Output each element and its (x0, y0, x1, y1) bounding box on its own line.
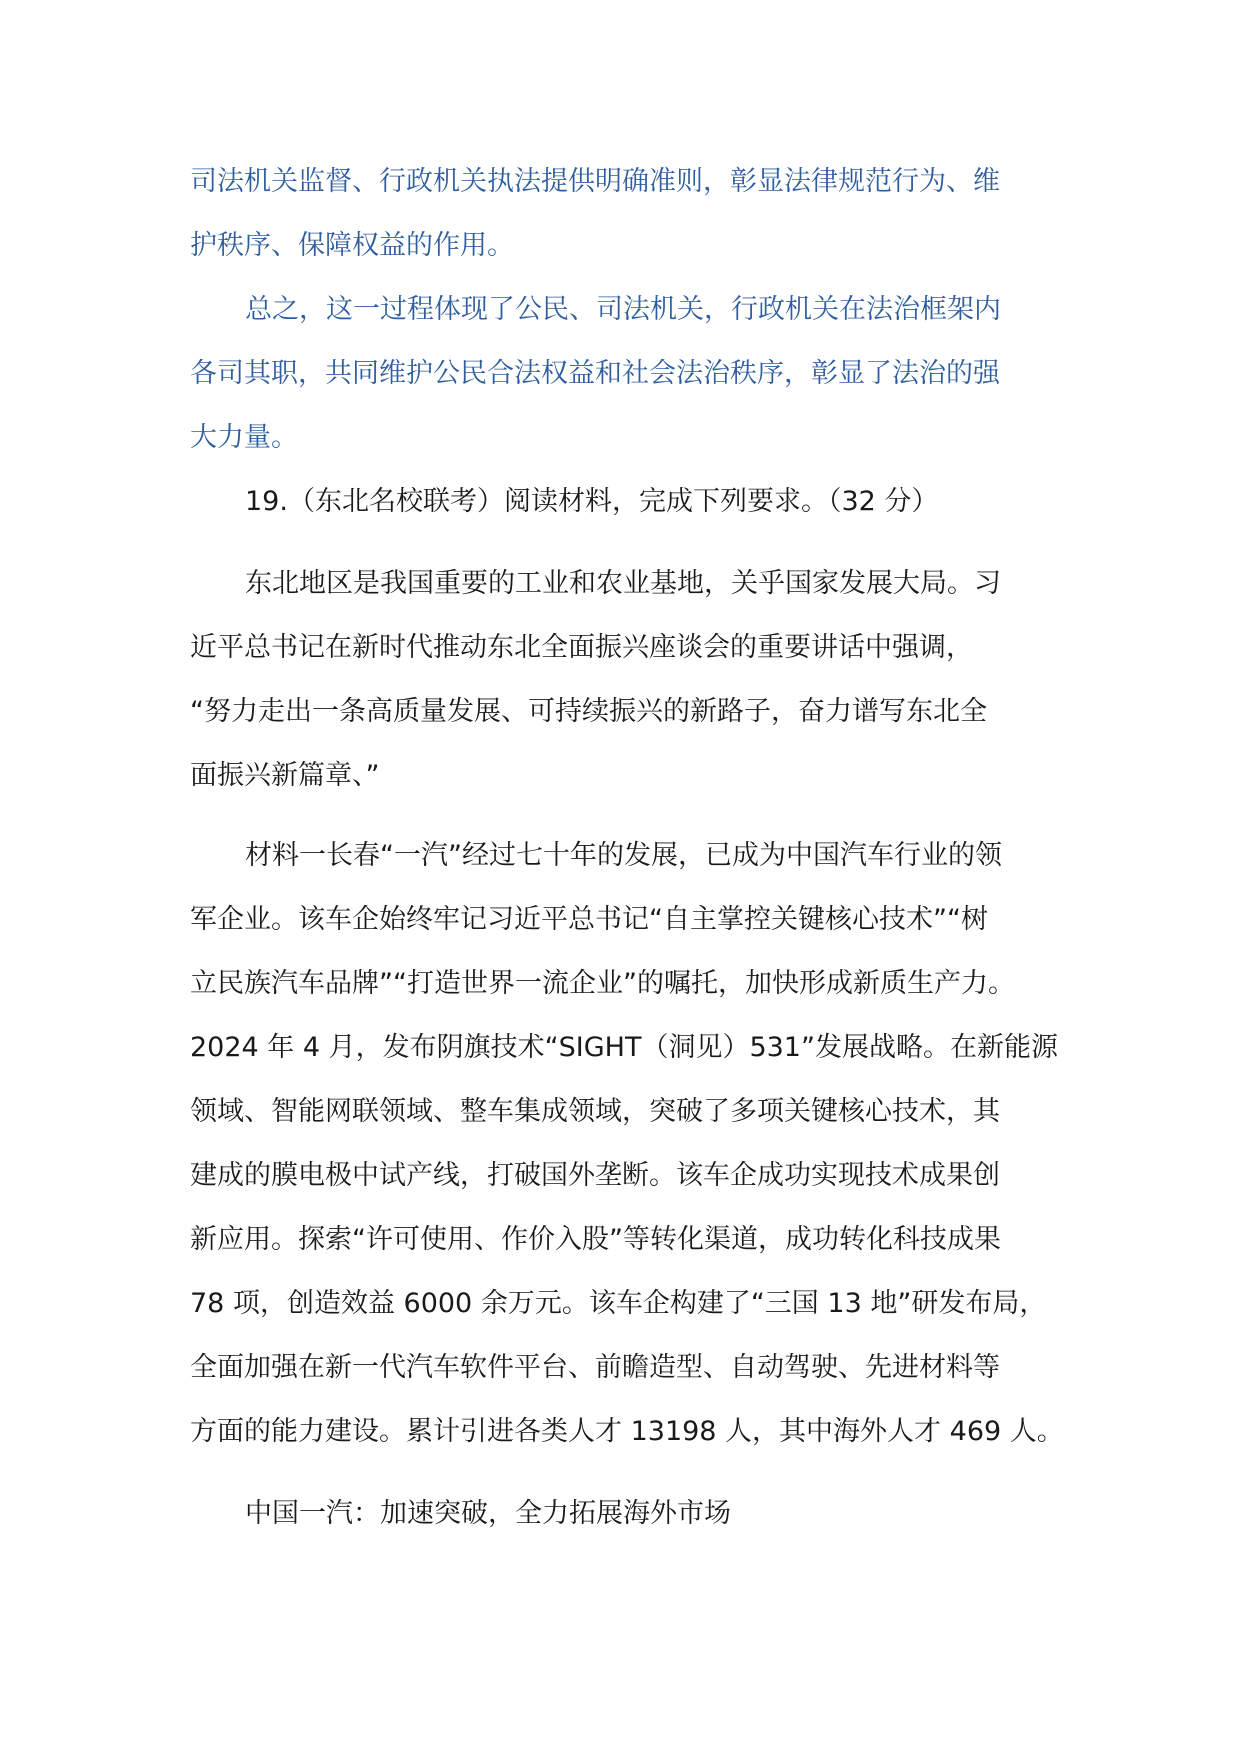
material-line: 2024 年 4 月，发布阴旗技术“SIGHT（洞见）531”发展战略。在新能源 (190, 1032, 1058, 1063)
material-line: 方面的能力建设。累计引进各类人才 13198 人，其中海外人才 469 人。 (190, 1416, 1064, 1447)
answer-line: 总之，这一过程体现了公民、司法机关，行政机关在法治框架内 (245, 294, 1001, 325)
intro-line: 面振兴新篇章、” (190, 760, 380, 791)
material-line: 新应用。探索“许可使用、作价入股”等转化渠道，成功转化科技成果 (190, 1224, 1001, 1255)
material-line: 建成的膜电极中试产线，打破国外垄断。该车企成功实现技术成果创 (190, 1160, 1000, 1191)
subheading: 中国一汽：加速突破，全力拓展海外市场 (245, 1498, 731, 1529)
material-line: 军企业。该车企始终牢记习近平总书记“自主掌控关键核心技术”“树 (190, 904, 988, 935)
material-line: 78 项，创造效益 6000 余万元。该车企构建了“三国 13 地”研发布局， (190, 1288, 1047, 1319)
answer-line: 各司其职，共同维护公民合法权益和社会法治秩序，彰显了法治的强 (190, 358, 1000, 389)
material-line: 材料一长春“一汽”经过七十年的发展，已成为中国汽车行业的领 (245, 840, 1002, 871)
intro-line: “努力走出一条高质量发展、可持续振兴的新路子，奋力谱写东北全 (190, 696, 987, 727)
intro-line: 近平总书记在新时代推动东北全面振兴座谈会的重要讲话中强调， (190, 632, 973, 663)
answer-line: 护秩序、保障权益的作用。 (190, 230, 514, 261)
answer-line: 司法机关监督、行政机关执法提供明确准则，彰显法律规范行为、维 (190, 166, 1000, 197)
material-line: 领域、智能网联领域、整车集成领域，突破了多项关键核心技术，其 (190, 1096, 1000, 1127)
material-line: 全面加强在新一代汽车软件平台、前瞻造型、自动驾驶、先进材料等 (190, 1352, 1000, 1383)
material-line: 立民族汽车品牌”“打造世界一流企业”的嘱托，加快形成新质生产力。 (190, 968, 1015, 999)
intro-line: 东北地区是我国重要的工业和农业基地，关乎国家发展大局。习 (245, 568, 1001, 599)
question-header: 19.（东北名校联考）阅读材料，完成下列要求。（32 分） (245, 486, 939, 517)
answer-line: 大力量。 (190, 422, 298, 453)
